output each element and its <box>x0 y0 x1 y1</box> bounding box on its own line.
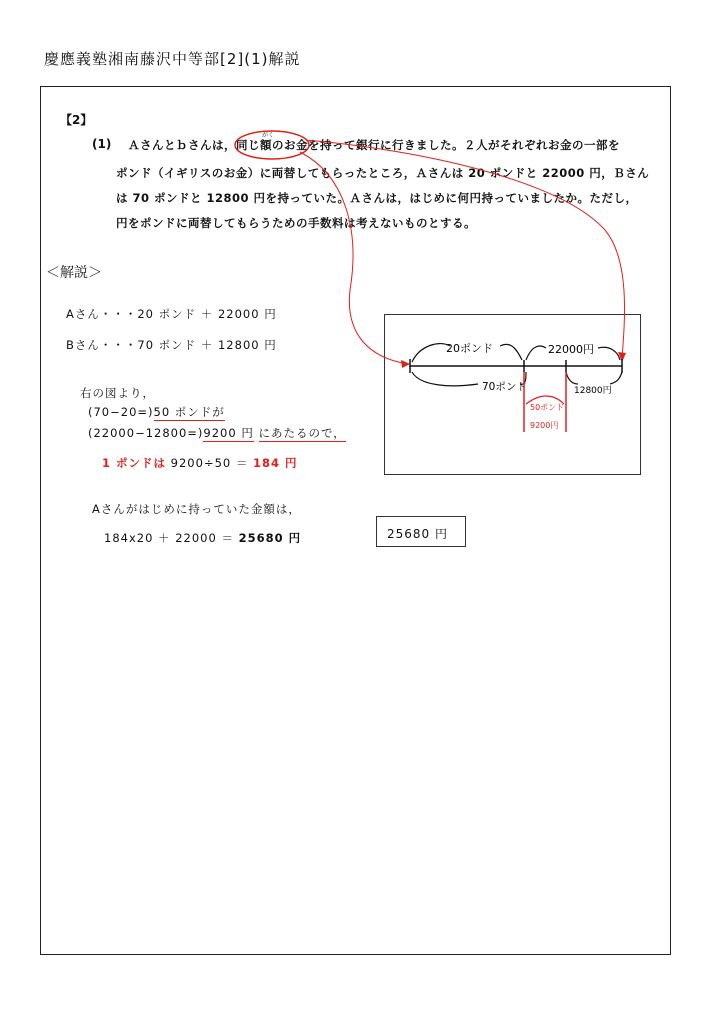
final-calc: 184x20 ＋ 22000 ＝ <box>104 531 234 545</box>
label-b-yen: 12800円 <box>574 386 612 396</box>
problem-line-2: ポンド（イギリスのお金）に両替してもらったところ，Ａさんは 20 ポンドと 22000 円，Ｂさん <box>116 166 650 180</box>
step-3-calc: 9200÷50 ＝ <box>170 456 249 470</box>
problem-line-4: 円をポンドに両替してもらうための手数料は考えないものとする。 <box>116 216 476 230</box>
label-diff-pound: 50ポンド <box>530 403 565 412</box>
step-3-result: 184 円 <box>253 456 298 470</box>
step-2-suffix: にあたるので， <box>258 426 346 440</box>
arrowhead-left <box>401 360 410 368</box>
problem-line-1-b: を持って銀行に行きました。２人がそれぞれお金の一部を <box>308 138 620 152</box>
furigana: がく <box>262 132 275 139</box>
step-1-underlined: 50 ポンドが <box>153 405 225 419</box>
label-diff-yen: 9200円 <box>530 421 559 430</box>
problem-label: 【2】 <box>60 113 93 127</box>
final-intro: Aさんがはじめに持っていた金額は， <box>92 502 301 516</box>
circled-phrase: 同じ額のお金 <box>236 138 308 152</box>
figure-intro: 右の図より， <box>80 386 155 400</box>
step-1-prefix: (70−20=) <box>88 405 154 419</box>
final-result: 25680 円 <box>238 531 302 545</box>
red-arrow-left <box>300 152 408 364</box>
label-b-pound: 70ポンド <box>482 381 527 393</box>
problem-line-1-a: Ａさんとｂさんは， <box>128 138 236 152</box>
problem-number: (1) <box>92 137 112 151</box>
red-circle-mark <box>235 131 309 159</box>
step-3-label: 1 ポンドは <box>102 456 167 470</box>
label-a-pound: 20ポンド <box>446 342 493 355</box>
b-line: Bさん・・・70 ポンド ＋ 12800 円 <box>66 338 277 352</box>
solution-heading: ＜解説＞ <box>46 265 102 281</box>
step-2-underlined: 9200 円 <box>203 426 254 440</box>
step-2-prefix: (22000−12800=) <box>88 426 204 440</box>
problem-line-3: は 70 ポンドと 12800 円を持っていた。Ａさんは，はじめに何円持っていましたか。ただし， <box>116 191 638 205</box>
answer-box: 25680 円 <box>376 516 466 547</box>
brace-b-yen <box>566 372 622 384</box>
a-line: Aさん・・・20 ポンド ＋ 22000 円 <box>66 307 277 321</box>
page-title: 慶應義塾湘南藤沢中等部[2](1)解説 <box>44 50 301 68</box>
label-a-yen: 22000円 <box>548 343 594 356</box>
